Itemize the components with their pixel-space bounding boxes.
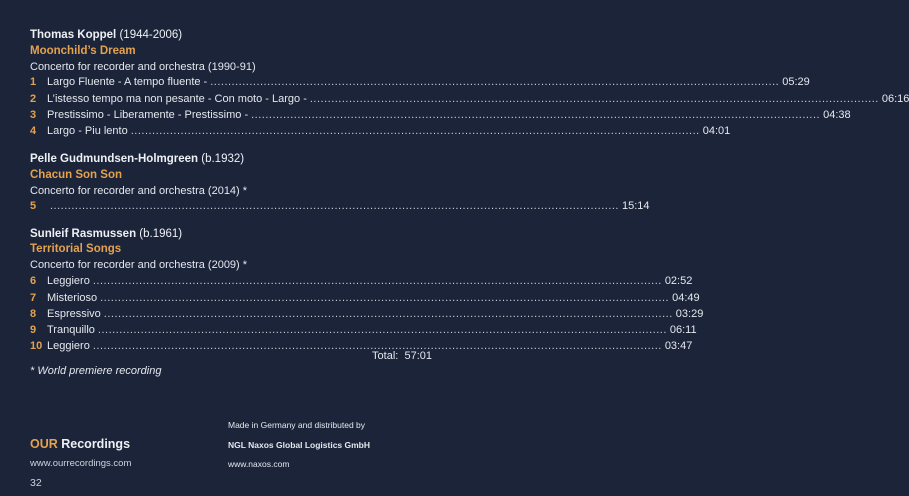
dot-leader: ................................................................................................................................................................ [309,93,879,105]
track-title: Tranquillo [47,324,95,336]
dot-leader: ................................................................................................................................................................ [130,125,700,137]
track-title: Misterioso [47,292,98,304]
dot-leader: ................................................................................................................................................................ [210,76,780,88]
work-subtitle: Concerto for recorder and orchestra (2009) * [30,259,248,271]
track-title: Largo - Piu lento [47,125,128,137]
track-number: 1 [30,76,37,88]
track-time: 02:52 [664,275,693,287]
track-number: 8 [30,308,37,320]
track-row [30,324,697,338]
track-title: Prestissimo - Liberamente - Prestissimo - [47,109,249,121]
work-title: Territorial Songs [30,243,122,255]
dot-leader: ................................................................................................................................................................ [92,340,662,352]
work-title: Moonchild’s Dream [30,45,136,57]
total-label: Total: [372,350,399,362]
record-label-logo [30,437,130,451]
composer-heading [30,29,182,41]
track-row [30,292,700,306]
track-time: 06:11 [669,324,697,336]
track-row [30,275,693,289]
track-title: Largo Fluente - A tempo fluente - [47,76,208,88]
composer-name: Thomas Koppel [30,29,117,41]
track-row [30,200,650,214]
label-brand: OUR [30,437,58,451]
track-time: 04:49 [672,292,700,304]
track-time: 04:38 [823,109,851,121]
page-number: 32 [30,477,42,489]
distribution-line: Made in Germany and distributed by [228,420,366,430]
total-time: 57:01 [404,350,432,362]
track-row [30,125,731,139]
premiere-note: * World premiere recording [30,365,162,377]
track-row [30,308,704,322]
distributor-name: NGL Naxos Global Logistics GmbH [228,440,371,450]
label-website: www.ourrecordings.com [30,458,132,469]
track-number: 10 [30,340,43,352]
dot-leader: ................................................................................................................................................................ [92,275,662,287]
track-row [30,93,909,107]
track-time: 03:47 [664,340,693,352]
total-duration [372,350,432,362]
dot-leader: ................................................................................................................................................................ [100,292,670,304]
track-time: 15:14 [621,200,650,212]
dot-leader: ................................................................................................................................................................ [97,324,667,336]
track-title: Leggiero [47,275,90,287]
track-number: 5 [30,200,37,212]
work-subtitle: Concerto for recorder and orchestra (2014) * [30,185,248,197]
dot-leader: ................................................................................................................................................................ [50,200,619,212]
composer-heading [30,153,244,165]
composer-heading [30,228,182,240]
track-row [30,109,851,123]
composer-dates: (b.1932) [201,153,245,165]
composer-name: Sunleif Rasmussen [30,228,137,240]
track-number: 3 [30,109,37,121]
track-number: 7 [30,292,37,304]
dot-leader: ................................................................................................................................................................ [251,109,821,121]
composer-dates: (1944-2006) [119,29,183,41]
composer-dates: (b.1961) [139,228,183,240]
track-time: 04:01 [702,125,731,137]
distributor-website: www.naxos.com [228,459,290,469]
track-number: 2 [30,93,37,105]
track-row [30,76,810,90]
track-number: 4 [30,125,37,137]
track-number: 6 [30,275,37,287]
track-title: Leggiero [47,340,90,352]
track-time: 03:29 [675,308,704,320]
track-title: L’istesso tempo ma non pesante - Con moto - Largo - [47,93,307,105]
track-number: 9 [30,324,37,336]
dot-leader: ................................................................................................................................................................ [103,308,673,320]
label-rest: Recordings [57,437,131,451]
work-title: Chacun Son Son [30,169,122,181]
composer-name: Pelle Gudmundsen-Holmgreen [30,153,199,165]
track-title: Espressivo [47,308,101,320]
track-time: 05:29 [782,76,810,88]
work-subtitle: Concerto for recorder and orchestra (1990-91) [30,61,256,73]
track-time: 06:16 [881,93,909,105]
